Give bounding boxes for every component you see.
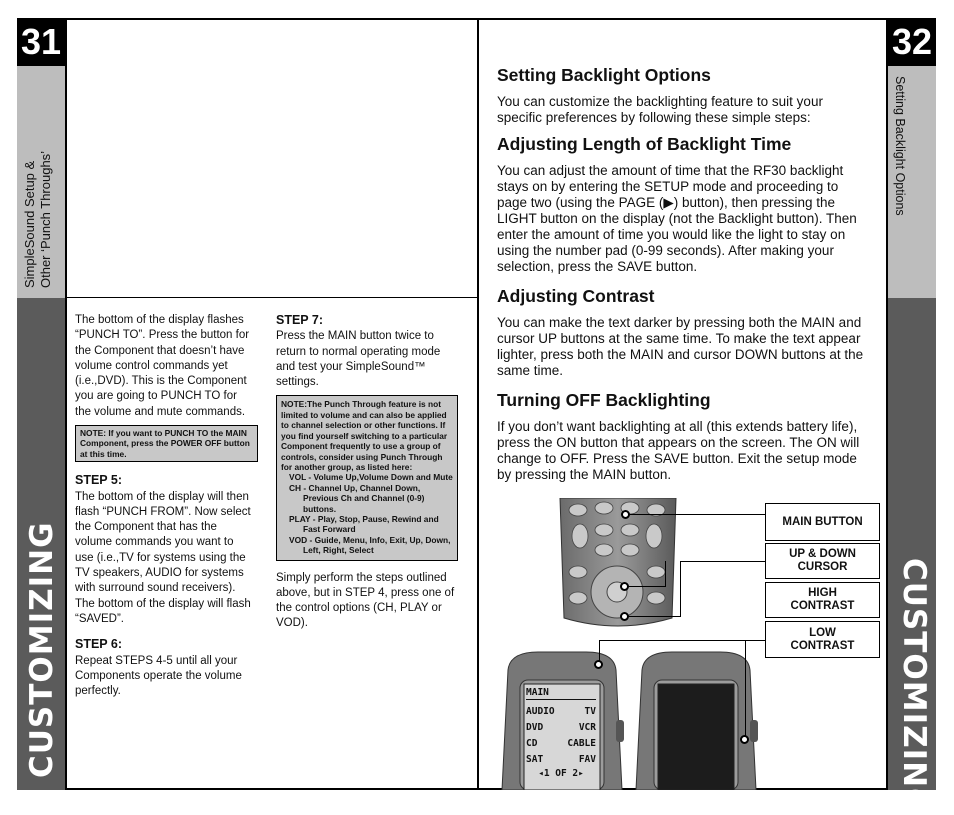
- lcd-item: AUDIO: [526, 706, 555, 717]
- left-divider-horizontal: [67, 297, 479, 298]
- text-off-backlighting: If you don’t want backlighting at all (this extends battery life), press the ON button that appears on the screen. The ON will change to OFF. Press the SAVE button. Exit the setup mode by pressing the MAIN button.: [497, 419, 860, 482]
- note2-item-vol: VOL - Volume Up,Volume Down and Mute: [289, 472, 453, 483]
- step5-title: STEP 5:: [75, 473, 123, 488]
- leader-cursor-top: [626, 586, 666, 587]
- leader-low-h: [745, 640, 765, 641]
- callout-low-contrast: LOW CONTRAST: [765, 621, 880, 658]
- remote-keypad-illustration: [556, 498, 680, 630]
- left-chapter-label: CUSTOMIZING: [24, 521, 60, 778]
- lcd-item: TV: [584, 706, 596, 717]
- heading-contrast: Adjusting Contrast: [497, 286, 655, 306]
- lcd-item: SAT: [526, 754, 544, 765]
- leader-cursor-h: [680, 561, 765, 562]
- right-chapter-label: CUSTOMIZING: [896, 558, 932, 815]
- step7-text: Press the MAIN button twice to return to normal operating mode and test your SimpleSound™ settings.: [276, 330, 441, 389]
- step6-title: STEP 6:: [75, 637, 123, 652]
- note2-item-vod: VOD - Guide, Menu, Info, Exit, Up, Down, Left, Right, Select: [289, 534, 451, 556]
- leader-high-h: [599, 640, 765, 641]
- left-column-2: [276, 313, 461, 632]
- leader-cursor-v: [680, 561, 681, 616]
- heading-length-backlight: Adjusting Length of Backlight Time: [497, 134, 792, 154]
- text-contrast: You can make the text darker by pressing both the MAIN and cursor UP buttons at the same time. To make the text appear lighter, press both the MAIN and cursor DOWN buttons at the same time.: [497, 315, 864, 378]
- callout-dot-low: [740, 735, 749, 744]
- right-content: [497, 65, 867, 483]
- step5-text: The bottom of the display will then flash “PUNCH FROM”. Now select the Component that has the volume commands you want to use (i.e.,TV for systems using the TV speakers, AUDIO for systems with surround sound receivers). The bottom of the display will flash “SAVED”.: [75, 490, 251, 625]
- lcd-item: CD: [526, 738, 538, 749]
- lcd-item: DVD: [526, 722, 544, 733]
- leader-cursor-bot: [626, 616, 681, 617]
- note2-item-ch: CH - Channel Up, Channel Down, Previous Ch and Channel (0-9) buttons.: [289, 482, 425, 514]
- text-length-backlight: You can adjust the amount of time that the RF30 backlight stays on by entering the SETUP mode and proceeding to page two (using the PAGE (▶) button), then pressing the LIGHT button on the display (not the Backlight button). Then enter the amount of time you would like the light to stay on using the number pad (0-99 seconds). After making your selection, press the SAVE button.: [497, 163, 857, 274]
- lcd-pager: ◂1 OF 2▸: [538, 768, 584, 779]
- left-section-line1: SimpleSound Setup &: [22, 160, 37, 288]
- callout-main-button: MAIN BUTTON: [765, 503, 880, 541]
- left-column-1: [75, 313, 255, 699]
- lcd-screen-content: [526, 687, 596, 780]
- step6-text: Repeat STEPS 4-5 until all your Components operate the volume perfectly.: [75, 654, 242, 698]
- right-section-tab-label: Setting Backlight Options: [893, 76, 907, 216]
- lcd-item: VCR: [578, 722, 596, 733]
- leader-main: [626, 514, 765, 515]
- lcd-title: MAIN: [526, 687, 596, 700]
- lcd-item: FAV: [578, 754, 596, 765]
- leader-cursor-v2: [665, 561, 666, 587]
- lcd-item: CABLE: [567, 738, 596, 749]
- callout-up-down-cursor: UP & DOWN CURSOR: [765, 543, 880, 579]
- left-section-tab-label: [22, 151, 54, 288]
- heading-setting-backlight: Setting Backlight Options: [497, 65, 711, 85]
- heading-off-backlighting: Turning OFF Backlighting: [497, 390, 711, 410]
- note2-intro: NOTE:The Punch Through feature is not limited to volume and can also be applied to channel selection or other functions. If you find yourself switching to a particular Component frequently to use a group of controls, consider using Punch Through for another group, as listed here:: [281, 399, 448, 472]
- note-punch-to-main: NOTE: If you want to PUNCH TO the MAIN Component, press the POWER OFF button at this time.: [75, 425, 258, 462]
- text-setting-backlight: You can customize the backlighting feature to suit your specific preferences by following these simple steps:: [497, 94, 823, 125]
- page-number-left: 31: [17, 18, 65, 66]
- note-punch-through: [276, 395, 458, 560]
- intro-paragraph: The bottom of the display flashes “PUNCH TO”. Press the button for the Component that doesn’t have volume control commands yet (i.e.,DVD). This is the Component you are going to PUNCH TO for the volume and mute commands.: [75, 314, 250, 418]
- callout-high-contrast: HIGH CONTRAST: [765, 582, 880, 618]
- callout-dot-main: [621, 510, 630, 519]
- callout-dot-cursor-up: [620, 582, 629, 591]
- step7-title: STEP 7:: [276, 313, 324, 327]
- leader-low-v: [745, 640, 746, 740]
- remote-screen-right-illustration: [632, 650, 760, 790]
- note2-item-play: PLAY - Play, Stop, Pause, Rewind and Fast Forward: [289, 513, 439, 535]
- left-divider-vertical: [65, 18, 67, 790]
- page-number-right: 32: [888, 18, 936, 66]
- callout-dot-high: [594, 660, 603, 669]
- closing-paragraph: Simply perform the steps outlined above, but in STEP 4, press one of the control options (CH, PLAY or VOD).: [276, 571, 455, 630]
- callout-dot-cursor-down: [620, 612, 629, 621]
- left-section-line2: Other ‘Punch Throughs’: [38, 150, 53, 288]
- right-divider-vertical: [886, 18, 888, 790]
